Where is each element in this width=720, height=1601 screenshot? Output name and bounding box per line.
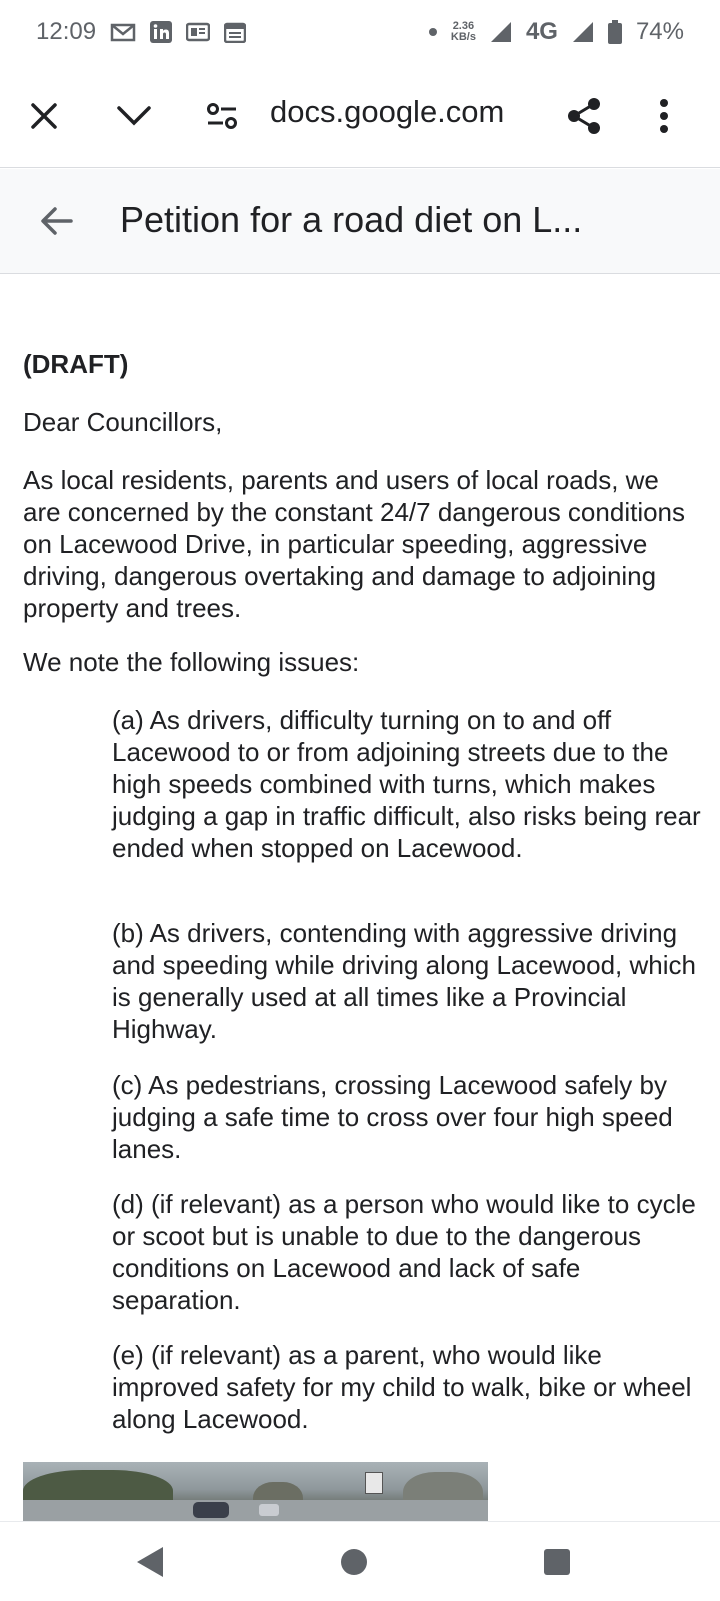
issue-c: (c) As pedestrians, crossing Lacewood safely by judging a safe time to cross over four high speed lanes. — [112, 1070, 673, 1164]
network-speed-value: 2.36 — [452, 20, 475, 32]
gmail-icon — [110, 22, 136, 42]
url-bar[interactable]: docs.google.com — [270, 94, 505, 129]
network-speed — [451, 21, 476, 43]
chevron-down-icon[interactable] — [104, 86, 164, 146]
close-icon[interactable] — [14, 86, 74, 146]
issue-a: (a) As drivers, difficulty turning on to and off Lacewood to or from adjoining streets due to the high speeds combined with turns, which makes judging a gap in traffic difficult, also risks being rear ended when stopped on Lacewood. — [112, 705, 701, 863]
recents-icon[interactable] — [535, 1540, 579, 1584]
back-arrow-icon[interactable] — [26, 191, 86, 251]
issue-e: (e) (if relevant) as a parent, who would like improved safety for my child to walk, bike or wheel along Lacewood. — [112, 1340, 692, 1434]
battery-icon — [608, 20, 622, 44]
status-bar — [0, 0, 720, 64]
notification-dot-icon — [429, 28, 437, 36]
share-icon[interactable] — [554, 86, 614, 146]
draft-label: (DRAFT) — [23, 349, 129, 379]
signal-icon-secondary — [572, 21, 594, 43]
doc-title: Petition for a road diet on L... — [120, 199, 583, 240]
issue-b: (b) As drivers, contending with aggressive driving and speeding while driving along Lacewood, which is generally used at all times like a Provincial Highway. — [112, 918, 696, 1044]
intro-paragraph: As local residents, parents and users of local roads, we are concerned by the constant 24/7 dangerous conditions on Lacewood Drive, in particular speeding, aggressive driving, dangerous overtaking and damage to adjoining property and trees. — [23, 465, 686, 623]
signal-icon — [490, 21, 512, 43]
calendar-icon — [224, 21, 246, 43]
status-time: 12:09 — [36, 18, 97, 45]
browser-toolbar — [0, 64, 720, 168]
issues-heading: We note the following issues: — [23, 647, 360, 677]
status-right — [429, 18, 684, 46]
street-photo — [23, 1462, 488, 1522]
doc-header — [0, 169, 720, 274]
linkedin-icon — [150, 21, 172, 43]
status-left — [36, 18, 246, 46]
back-icon[interactable] — [128, 1540, 172, 1584]
battery-percent: 74% — [635, 18, 684, 45]
news-icon — [186, 22, 210, 42]
greeting: Dear Councillors, — [23, 407, 223, 437]
network-type: 4G — [525, 18, 558, 45]
issue-d: (d) (if relevant) as a person who would like to cycle or scoot but is unable to due to the dangerous conditions on Lacewood and lack of safe separation. — [112, 1189, 696, 1315]
network-speed-unit: KB/s — [450, 31, 476, 43]
more-vert-icon[interactable] — [634, 86, 694, 146]
system-nav-bar — [0, 1521, 720, 1601]
home-icon[interactable] — [332, 1540, 376, 1584]
tune-icon[interactable] — [192, 86, 252, 146]
